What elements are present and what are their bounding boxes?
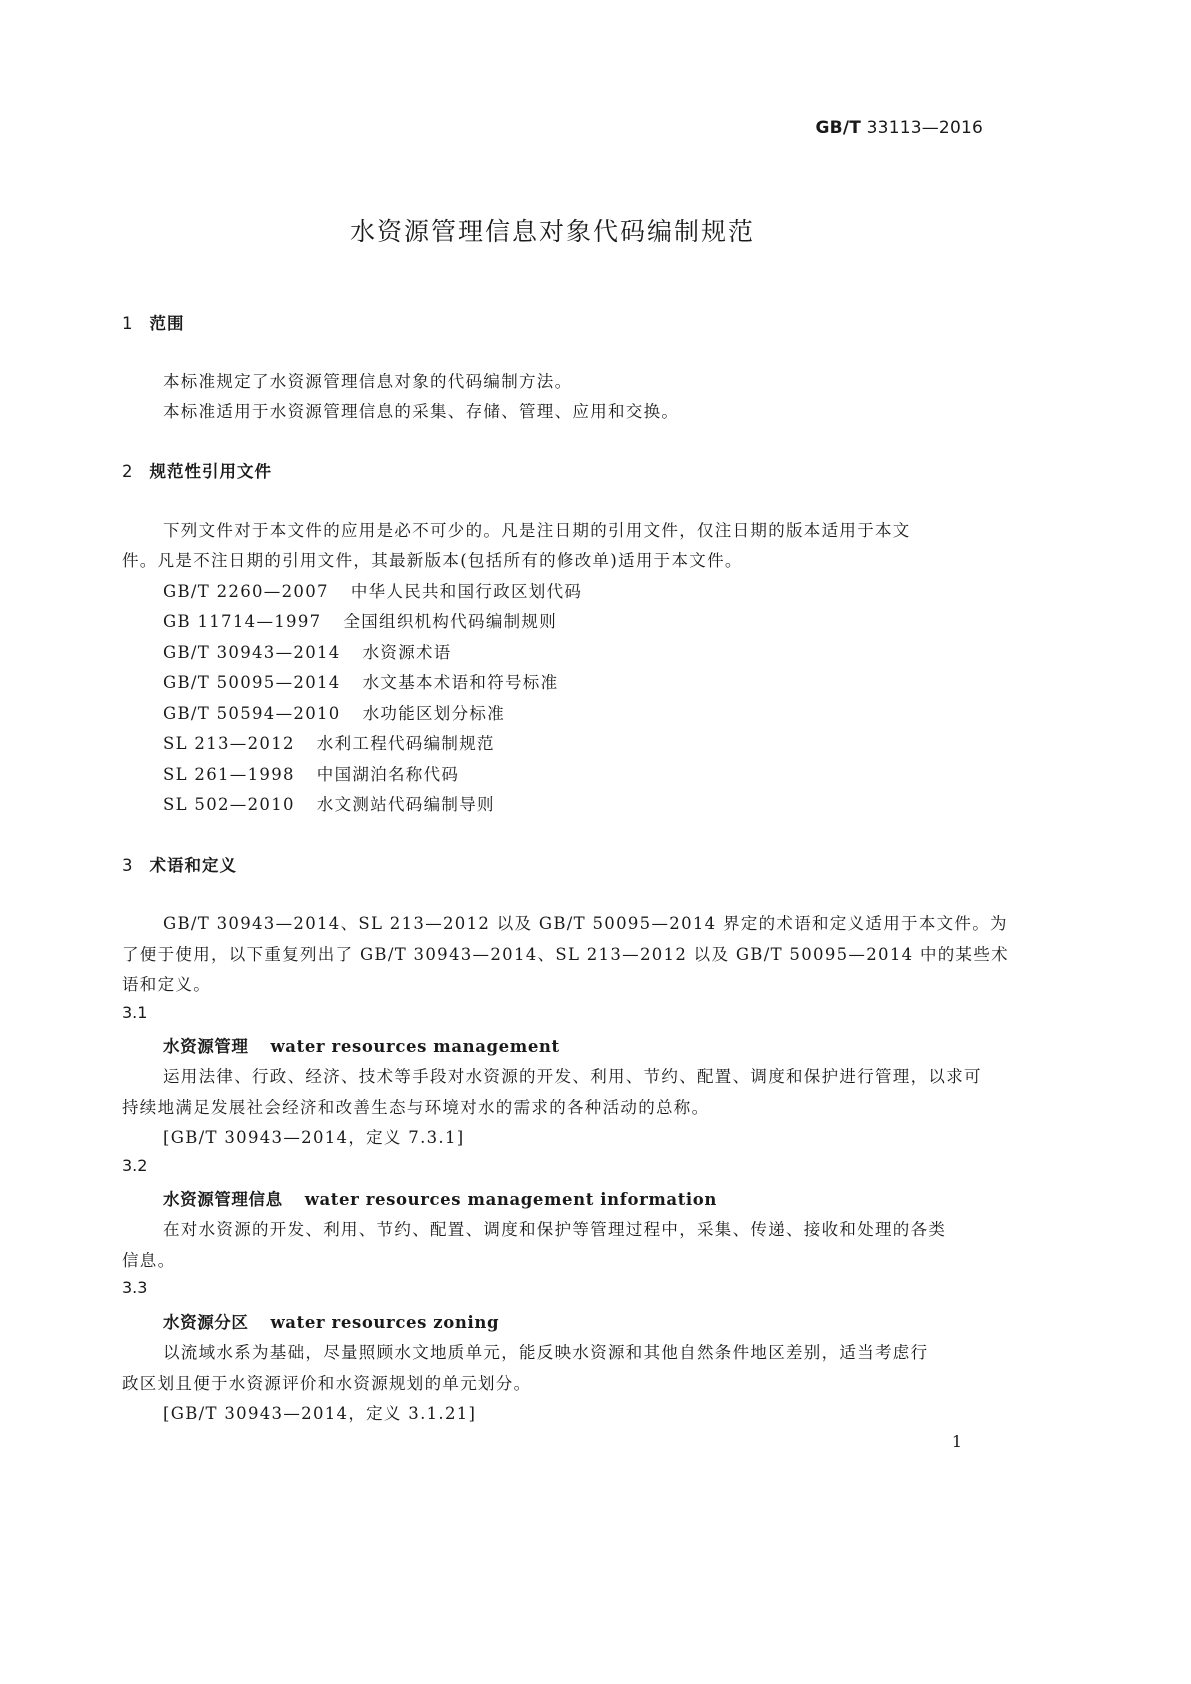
reference-name: 水功能区划分标准 [362,704,506,723]
clause-number: 3.2 [122,1156,148,1175]
term-english: water resources management [270,1037,560,1056]
section-number: 2 [122,462,134,481]
reference-item [163,791,495,815]
reference-code: GB/T 50594—2010 [163,704,341,723]
standard-prefix: GB/T [815,118,862,138]
term-english: water resources zoning [270,1313,500,1332]
reference-code: SL 502—2010 [163,795,295,814]
reference-item [163,578,582,602]
definition-line: 以流域水系为基础，尽量照顾水文地质单元，能反映水资源和其他自然条件地区差别，适当考虑行 [163,1343,929,1362]
reference-name: 中华人民共和国行政区划代码 [350,582,583,601]
paragraph: 本标准规定了水资源管理信息对象的代码编制方法。 [163,372,573,391]
term-english: water resources management information [304,1190,718,1209]
reference-code: SL 213—2012 [163,734,295,753]
reference-name: 水利工程代码编制规范 [316,734,495,753]
reference-name: 中国湖泊名称代码 [316,765,460,784]
definition-line: 持续地满足发展社会经济和改善生态与环境对水的需求的各种活动的总称。 [122,1098,710,1117]
section-number: 1 [122,314,134,333]
term-chinese: 水资源管理 [163,1037,249,1056]
reference-item [163,761,459,785]
reference-item [163,608,557,632]
section-2-heading [122,458,272,482]
reference-name: 全国组织机构代码编制规则 [343,612,558,631]
reference-code: GB/T 2260—2007 [163,582,329,601]
reference-item [163,639,452,663]
reference-code: SL 261—1998 [163,765,295,784]
section-title: 规范性引用文件 [149,462,272,481]
paragraph-line: 了便于使用，以下重复列出了 GB/T 30943—2014、SL 213—2012 以及 GB/T 50095—2014 中的某些术 [122,945,1009,964]
definition-source: [GB/T 30943—2014，定义 7.3.1] [163,1128,465,1147]
term-chinese: 水资源分区 [163,1313,249,1332]
section-1-heading [122,310,185,334]
term-entry [163,1309,499,1333]
section-title: 术语和定义 [149,856,237,875]
section-title: 范围 [149,314,185,333]
standard-code: 33113—2016 [866,118,983,138]
paragraph-line: GB/T 30943—2014、SL 213—2012 以及 GB/T 50095—2014 界定的术语和定义适用于本文件。为 [163,914,1008,933]
section-3-heading [122,852,237,876]
paragraph-line: 语和定义。 [122,975,211,994]
clause-number: 3.1 [122,1003,148,1022]
document-title: 水资源管理信息对象代码编制规范 [349,217,755,246]
reference-name: 水资源术语 [362,643,452,662]
term-chinese: 水资源管理信息 [163,1190,283,1209]
definition-line: 在对水资源的开发、利用、节约、配置、调度和保护等管理过程中，采集、传递、接收和处理的各类 [163,1220,947,1239]
reference-item [163,730,495,754]
reference-item [163,669,558,693]
reference-code: GB 11714—1997 [163,612,322,631]
reference-name: 水文测站代码编制导则 [316,795,495,814]
term-entry [163,1186,717,1210]
definition-line: 信息。 [122,1251,176,1270]
reference-name: 水文基本术语和符号标准 [362,673,559,692]
definition-line: 运用法律、行政、经济、技术等手段对水资源的开发、利用、节约、配置、调度和保护进行管理，以求可 [163,1067,982,1086]
reference-code: GB/T 30943—2014 [163,643,341,662]
paragraph-line: 下列文件对于本文件的应用是必不可少的。凡是注日期的引用文件，仅注日期的版本适用于本文 [163,521,911,540]
clause-number: 3.3 [122,1278,148,1297]
definition-source: [GB/T 30943—2014，定义 3.1.21] [163,1404,477,1423]
definition-line: 政区划且便于水资源评价和水资源规划的单元划分。 [122,1374,532,1393]
section-number: 3 [122,856,134,875]
standard-number [816,118,983,138]
reference-code: GB/T 50095—2014 [163,673,341,692]
paragraph: 本标准适用于水资源管理信息的采集、存储、管理、应用和交换。 [163,402,680,421]
page-number: 1 [951,1432,962,1451]
reference-item [163,700,505,724]
paragraph-line: 件。凡是不注日期的引用文件，其最新版本(包括所有的修改单)适用于本文件。 [122,551,743,570]
term-entry [163,1033,560,1057]
